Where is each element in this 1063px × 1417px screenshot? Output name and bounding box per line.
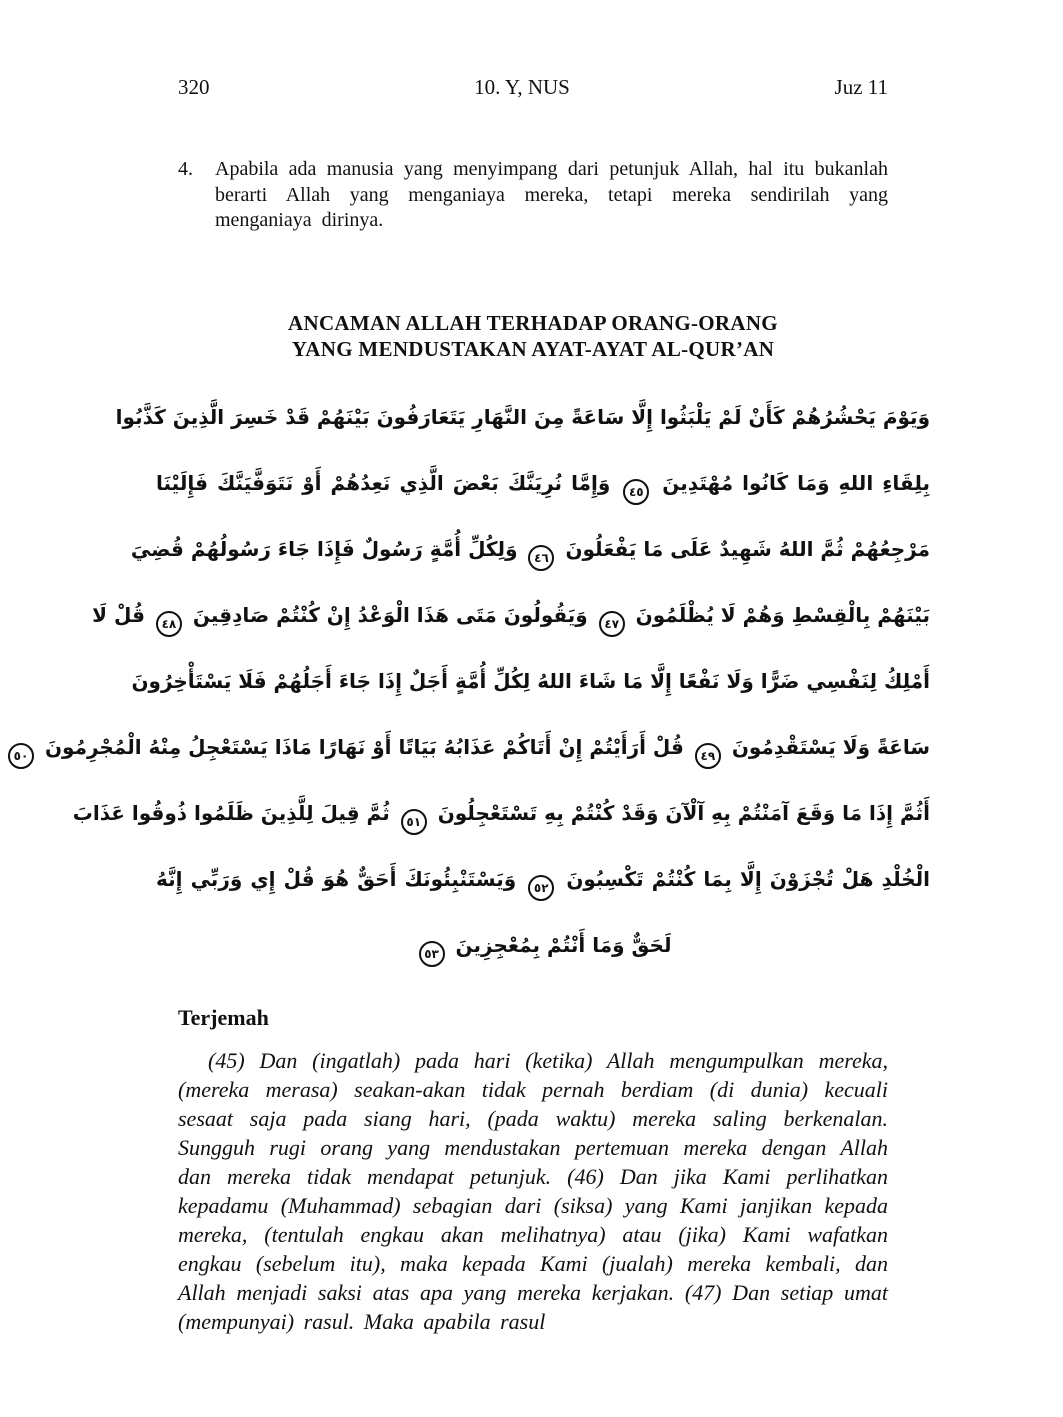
arabic-verse-text: قُلْ لَا xyxy=(92,602,145,627)
translation-paragraph: (45) Dan (ingatlah) pada hari (ketika) Allah mengumpulkan mereka, (mereka merasa) seakan-akan tidak pernah berdiam (di dunia) kecuali sesaat saja pada siang hari, (pada waktu) mereka saling berkenalan. Sungguh rugi orang yang mendustakan pertemuan mereka dengan Allah dan mereka tidak mendapat petunjuk. (46) Dan jika Kami perlihatkan kepadamu (Muhammad) sebagian dari (siksa) yang Kami janjikan kepada mereka, (tentulah engkau akan melihatnya) atau (jika) Kami wafatkan engkau (sebelum itu), maka kepada Kami (jualah) mereka kembali, dan Allah menjadi saksi atas apa yang mereka kerjakan. (47) Dan setiap umat (mempunyai) rasul. Maka apabila rasul xyxy=(178,1047,888,1334)
ayah-end-marker: ٥١ xyxy=(401,809,427,835)
quran-line xyxy=(115,384,930,450)
arabic-verse-text: مَرْجِعُهُمْ ثُمَّ اللهُ شَهِيدٌ عَلَى مَا يَفْعَلُونَ xyxy=(565,536,930,561)
ayah-end-marker: ٥٠ xyxy=(8,743,34,769)
section-heading xyxy=(178,310,888,362)
arabic-verse-text: ثُمَّ قِيلَ لِلَّذِينَ ظَلَمُوا ذُوقُوا عَذَابَ xyxy=(72,800,390,825)
arabic-verse-text: لَحَقٌّ وَمَا أَنْتُمْ بِمُعْجِزِينَ xyxy=(455,932,672,957)
ayah-end-marker: ٤٨ xyxy=(156,611,182,637)
quran-line xyxy=(156,450,930,516)
arabic-verse-text: سَاعَةً وَلَا يَسْتَقْدِمُونَ xyxy=(731,734,930,759)
quran-line xyxy=(92,582,930,648)
terjemah-heading: Terjemah xyxy=(178,1004,269,1030)
ayah-end-marker: ٥٢ xyxy=(528,875,554,901)
arabic-verse-text: وَلِكُلِّ أُمَّةٍ رَسُولٌ فَإِذَا جَاءَ رَسُولُهُمْ قُضِيَ xyxy=(130,536,518,561)
arabic-verse-text: وَيَسْتَنْبِئُونَكَ أَحَقٌّ هُوَ قُلْ إِي وَرَبِّي إِنَّهُ xyxy=(156,866,517,891)
ayah-end-marker: ٥٣ xyxy=(419,941,445,967)
quran-line xyxy=(156,846,930,912)
surah-title: 10. Y, NUS xyxy=(474,75,570,99)
ayah-end-marker: ٤٩ xyxy=(695,743,721,769)
arabic-verse-text: أَثُمَّ إِذَا مَا وَقَعَ آمَنْتُمْ بِهِ آلْآنَ وَقَدْ كُنْتُمْ بِهِ تَسْتَعْجِلُونَ xyxy=(437,800,930,825)
arabic-verse-text: قُلْ أَرَأَيْتُمْ إِنْ أَتَاكُمْ عَذَابُهُ بَيَاتًا أَوْ نَهَارًا مَاذَا يَسْتَعْجِلُ مِنْهُ الْمُجْرِمُونَ xyxy=(44,734,684,759)
quran-line xyxy=(13,714,930,780)
arabic-verse-text: وَيَوْمَ يَحْشُرُهُمْ كَأَنْ لَمْ يَلْبَثُوا إِلَّا سَاعَةً مِنَ النَّهَارِ يَتَعَارَفُونَ بَيْنَهُمْ قَدْ خَسِرَ الَّذِينَ كَذَّبُوا xyxy=(115,404,930,429)
arabic-verse-text: بَيْنَهُمْ بِالْقِسْطِ وَهُمْ لَا يُظْلَمُونَ xyxy=(635,602,930,627)
paragraph-number: 4. xyxy=(178,158,193,180)
ayah-end-marker: ٤٧ xyxy=(599,611,625,637)
arabic-verse-text: الْخُلْدِ هَلْ تُجْزَوْنَ إِلَّا بِمَا كُنْتُمْ تَكْسِبُونَ xyxy=(566,866,931,891)
section-heading-line1: ANCAMAN ALLAH TERHADAP ORANG-ORANG xyxy=(288,310,778,335)
paragraph-text: Apabila ada manusia yang menyimpang dari petunjuk Allah, hal itu bukanlah berarti Allah yang menganiaya mereka, tetapi mereka sendirilah yang menganiaya dirinya. xyxy=(215,158,888,231)
quran-line xyxy=(130,516,930,582)
arabic-verse-text: وَإِمَّا نُرِيَنَّكَ بَعْضَ الَّذِي نَعِدُهُمْ أَوْ نَتَوَفَّيَنَّكَ فَإِلَيْنَا xyxy=(156,470,611,495)
numbered-paragraph xyxy=(178,157,888,234)
section-heading-line2: YANG MENDUSTAKAN AYAT-AYAT AL-QUR’AN xyxy=(291,336,775,361)
quran-line xyxy=(131,648,930,714)
arabic-verse-text: وَيَقُولُونَ مَتَى هَذَا الْوَعْدُ إِنْ كُنْتُمْ صَادِقِينَ xyxy=(192,602,588,627)
ayah-end-marker: ٤٦ xyxy=(528,545,554,571)
page-number: 320 xyxy=(178,75,210,99)
ayah-end-marker: ٤٥ xyxy=(623,479,649,505)
juz-label: Juz 11 xyxy=(834,75,888,99)
page-header xyxy=(178,75,888,99)
quran-line xyxy=(156,912,930,978)
arabic-verse-text: أَمْلِكُ لِنَفْسِي ضَرًّا وَلَا نَفْعًا إِلَّا مَا شَاءَ اللهُ لِكُلِّ أُمَّةٍ أَجَلٌ إِذَا جَاءَ أَجَلُهُمْ فَلَا يَسْتَأْخِرُونَ xyxy=(131,668,930,693)
quran-arabic-block xyxy=(13,384,931,978)
arabic-verse-text: بِلِقَاءِ اللهِ وَمَا كَانُوا مُهْتَدِينَ xyxy=(662,470,930,495)
quran-line xyxy=(72,780,930,846)
